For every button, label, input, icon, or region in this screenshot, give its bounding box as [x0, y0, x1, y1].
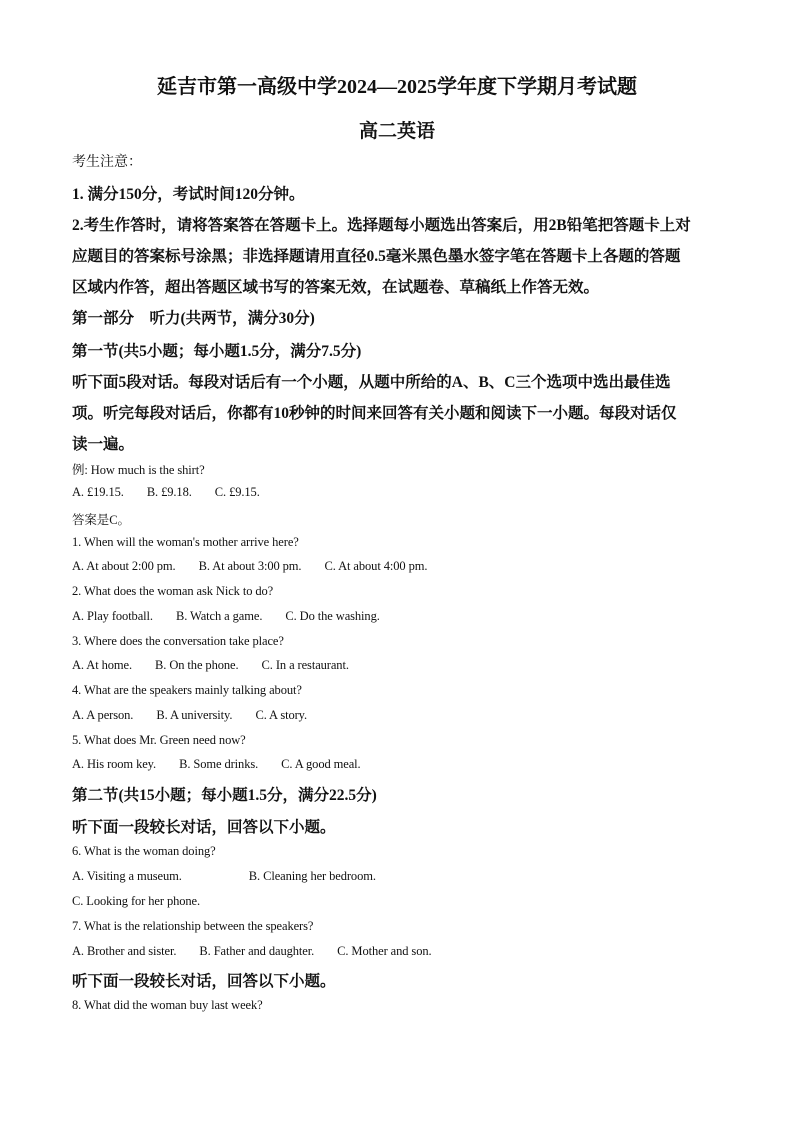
question-2-options	[72, 609, 400, 624]
question-7-option-a: A. Brother and sister.	[72, 944, 177, 958]
question-7: 7. What is the relationship between the speakers?	[72, 919, 314, 933]
notice-item-2-line-3: 区域内作答，超出答题区域书写的答案无效，在试题卷、草稿纸上作答无效。	[72, 279, 600, 296]
question-5-option-a: A. His room key.	[72, 757, 157, 771]
question-5-options	[72, 757, 381, 772]
question-8: 8. What did the woman buy last week?	[72, 998, 263, 1012]
question-2-option-c: C. Do the washing.	[285, 609, 380, 623]
question-4-options	[72, 708, 327, 723]
question-7-option-c: C. Mother and son.	[337, 944, 432, 958]
example-option-a: A. £19.15.	[72, 485, 124, 499]
part1-heading: 第一部分 听力(共两节，满分30分)	[72, 310, 315, 327]
question-1: 1. When will the woman's mother arrive here?	[72, 535, 299, 549]
question-2-option-b: B. Watch a game.	[175, 609, 263, 623]
question-1-option-c: C. At about 4:00 pm.	[324, 559, 428, 573]
question-7-options	[72, 944, 452, 959]
question-1-option-a: A. At about 2:00 pm.	[72, 559, 176, 573]
question-2: 2. What does the woman ask Nick to do?	[72, 584, 274, 598]
exam-title: 延吉市第一高级中学2024—2025学年度下学期月考试题	[157, 76, 637, 98]
example-options	[72, 485, 280, 500]
question-3-option-c: C. In a restaurant.	[261, 658, 349, 672]
question-5-option-c: C. A good meal.	[281, 757, 361, 771]
section1-instruction-line-1: 听下面5段对话。每段对话后有一个小题，从题中所给的A、B、C三个选项中选出最佳选	[72, 374, 671, 391]
question-2-option-a: A. Play football.	[72, 609, 153, 623]
question-4-option-a: A. A person.	[72, 708, 134, 722]
question-3-option-b: B. On the phone.	[155, 658, 239, 672]
question-4-option-c: C. A story.	[255, 708, 308, 722]
question-5-option-b: B. Some drinks.	[179, 757, 259, 771]
section1-instruction-line-3: 读一遍。	[72, 436, 135, 453]
question-1-option-b: B. At about 3:00 pm.	[198, 559, 302, 573]
question-3: 3. Where does the conversation take place?	[72, 634, 284, 648]
question-6-option-c: C. Looking for her phone.	[72, 894, 201, 908]
section1-instruction-line-2: 项。听完每段对话后，你都有10秒钟的时间来回答有关小题和阅读下一小题。每段对话仅	[72, 405, 677, 422]
question-6-options-row-1	[72, 869, 396, 884]
question-4-option-b: B. A university.	[156, 708, 233, 722]
question-7-option-b: B. Father and daughter.	[199, 944, 315, 958]
section2-instruction-2: 听下面一段较长对话，回答以下小题。	[72, 973, 336, 990]
question-6-option-a: A. Visiting a museum.	[72, 869, 182, 883]
question-1-options	[72, 559, 447, 574]
example-option-c: C. £9.15.	[214, 485, 260, 499]
question-6-option-b: B. Cleaning her bedroom.	[248, 869, 376, 883]
question-6: 6. What is the woman doing?	[72, 844, 216, 858]
notice-heading: 考生注意：	[72, 155, 142, 170]
section2-instruction: 听下面一段较长对话，回答以下小题。	[72, 819, 336, 836]
notice-item-1: 1. 满分150分，考试时间120分钟。	[72, 186, 305, 203]
example-question: 例: How much is the shirt?	[72, 463, 205, 477]
example-option-b: B. £9.18.	[146, 485, 192, 499]
question-3-options	[72, 658, 369, 673]
section2-heading: 第二节(共15小题；每小题1.5分，满分22.5分)	[72, 787, 377, 804]
exam-subtitle: 高二英语	[358, 121, 435, 142]
notice-item-2-line-1: 2.考生作答时，请将答案答在答题卡上。选择题每小题选出答案后，用2B铅笔把答题卡上对	[72, 217, 691, 234]
question-3-option-a: A. At home.	[72, 658, 133, 672]
section1-heading: 第一节(共5小题；每小题1.5分，满分7.5分)	[72, 343, 362, 360]
notice-item-2-line-2: 应题目的答案标号涂黑；非选择题请用直径0.5毫米黑色墨水签字笔在答题卡上各题的答题	[72, 248, 681, 265]
question-5: 5. What does Mr. Green need now?	[72, 733, 246, 747]
question-4: 4. What are the speakers mainly talking about?	[72, 683, 302, 697]
example-answer: 答案是C。	[72, 513, 130, 527]
